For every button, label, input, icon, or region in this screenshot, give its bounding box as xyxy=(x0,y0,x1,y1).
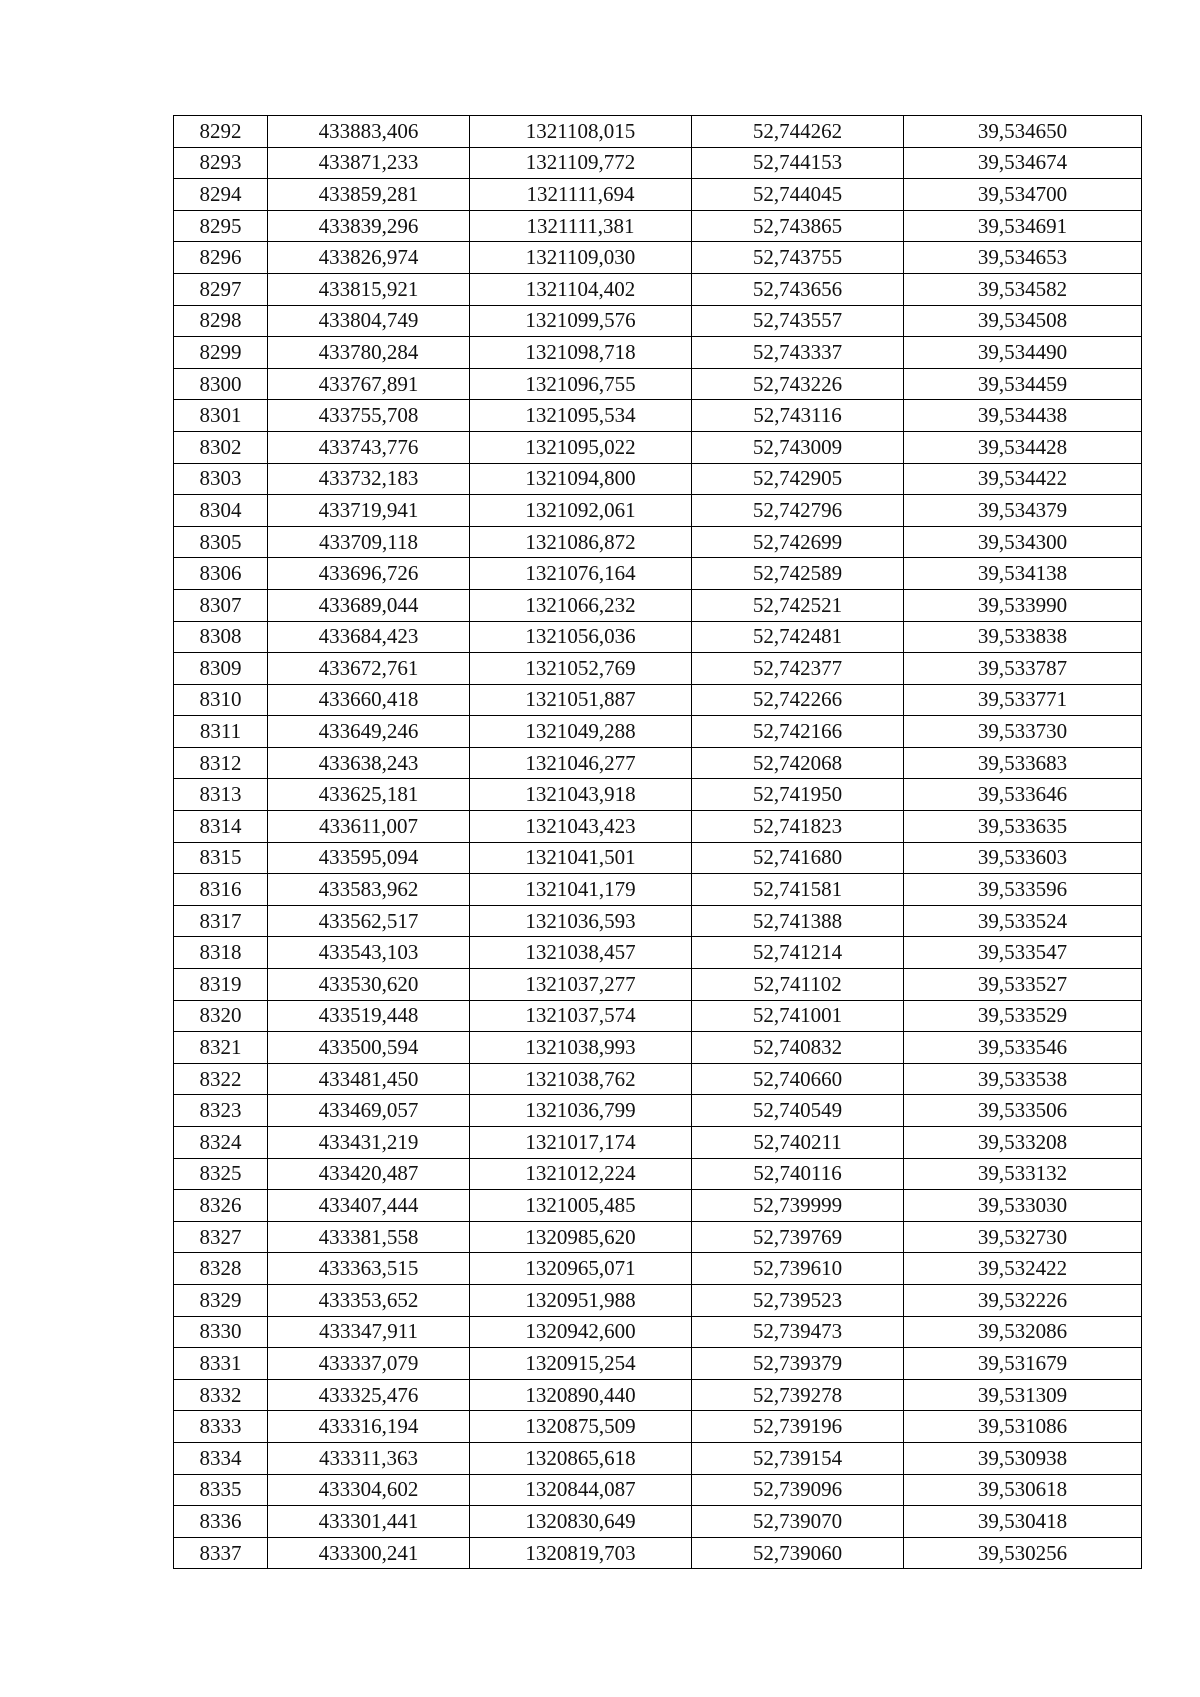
point-number-cell: 8320 xyxy=(174,1000,268,1032)
point-number-cell: 8333 xyxy=(174,1411,268,1443)
longitude-cell: 39,530256 xyxy=(904,1537,1142,1569)
point-number-cell: 8318 xyxy=(174,937,268,969)
longitude-cell: 39,533838 xyxy=(904,621,1142,653)
point-number-cell: 8298 xyxy=(174,305,268,337)
table-row xyxy=(174,747,1142,779)
point-number-cell: 8305 xyxy=(174,526,268,558)
point-number-cell: 8294 xyxy=(174,179,268,211)
longitude-cell: 39,534490 xyxy=(904,337,1142,369)
x-coordinate-cell: 433363,515 xyxy=(268,1253,470,1285)
y-coordinate-cell: 1320951,988 xyxy=(470,1284,692,1316)
x-coordinate-cell: 433301,441 xyxy=(268,1506,470,1538)
longitude-cell: 39,534422 xyxy=(904,463,1142,495)
x-coordinate-cell: 433595,094 xyxy=(268,842,470,874)
point-number-cell: 8292 xyxy=(174,116,268,148)
y-coordinate-cell: 1321037,574 xyxy=(470,1000,692,1032)
table-row xyxy=(174,779,1142,811)
x-coordinate-cell: 433684,423 xyxy=(268,621,470,653)
longitude-cell: 39,534508 xyxy=(904,305,1142,337)
table-row xyxy=(174,1284,1142,1316)
table-row xyxy=(174,1316,1142,1348)
point-number-cell: 8306 xyxy=(174,558,268,590)
x-coordinate-cell: 433530,620 xyxy=(268,969,470,1001)
longitude-cell: 39,534653 xyxy=(904,242,1142,274)
point-number-cell: 8323 xyxy=(174,1095,268,1127)
y-coordinate-cell: 1321109,030 xyxy=(470,242,692,274)
y-coordinate-cell: 1321041,501 xyxy=(470,842,692,874)
x-coordinate-cell: 433562,517 xyxy=(268,905,470,937)
longitude-cell: 39,531309 xyxy=(904,1379,1142,1411)
y-coordinate-cell: 1321066,232 xyxy=(470,589,692,621)
longitude-cell: 39,532422 xyxy=(904,1253,1142,1285)
y-coordinate-cell: 1321109,772 xyxy=(470,147,692,179)
latitude-cell: 52,740116 xyxy=(692,1158,904,1190)
table-row xyxy=(174,1506,1142,1538)
latitude-cell: 52,744262 xyxy=(692,116,904,148)
y-coordinate-cell: 1320819,703 xyxy=(470,1537,692,1569)
latitude-cell: 52,743009 xyxy=(692,431,904,463)
latitude-cell: 52,739610 xyxy=(692,1253,904,1285)
point-number-cell: 8321 xyxy=(174,1032,268,1064)
table-row xyxy=(174,305,1142,337)
x-coordinate-cell: 433353,652 xyxy=(268,1284,470,1316)
point-number-cell: 8315 xyxy=(174,842,268,874)
point-number-cell: 8313 xyxy=(174,779,268,811)
latitude-cell: 52,740211 xyxy=(692,1127,904,1159)
table-row xyxy=(174,969,1142,1001)
table-row xyxy=(174,1158,1142,1190)
point-number-cell: 8316 xyxy=(174,874,268,906)
table-row xyxy=(174,874,1142,906)
coordinates-table xyxy=(173,115,1142,1569)
latitude-cell: 52,742377 xyxy=(692,653,904,685)
point-number-cell: 8332 xyxy=(174,1379,268,1411)
longitude-cell: 39,534428 xyxy=(904,431,1142,463)
latitude-cell: 52,743755 xyxy=(692,242,904,274)
table-row xyxy=(174,179,1142,211)
y-coordinate-cell: 1321036,799 xyxy=(470,1095,692,1127)
longitude-cell: 39,532226 xyxy=(904,1284,1142,1316)
latitude-cell: 52,739473 xyxy=(692,1316,904,1348)
table-row xyxy=(174,242,1142,274)
y-coordinate-cell: 1321043,918 xyxy=(470,779,692,811)
latitude-cell: 52,742589 xyxy=(692,558,904,590)
longitude-cell: 39,533683 xyxy=(904,747,1142,779)
x-coordinate-cell: 433839,296 xyxy=(268,210,470,242)
y-coordinate-cell: 1321056,036 xyxy=(470,621,692,653)
longitude-cell: 39,533787 xyxy=(904,653,1142,685)
latitude-cell: 52,741102 xyxy=(692,969,904,1001)
x-coordinate-cell: 433304,602 xyxy=(268,1474,470,1506)
longitude-cell: 39,531086 xyxy=(904,1411,1142,1443)
x-coordinate-cell: 433469,057 xyxy=(268,1095,470,1127)
latitude-cell: 52,739769 xyxy=(692,1221,904,1253)
x-coordinate-cell: 433300,241 xyxy=(268,1537,470,1569)
latitude-cell: 52,739196 xyxy=(692,1411,904,1443)
latitude-cell: 52,741823 xyxy=(692,811,904,843)
longitude-cell: 39,534379 xyxy=(904,495,1142,527)
latitude-cell: 52,741581 xyxy=(692,874,904,906)
latitude-cell: 52,742796 xyxy=(692,495,904,527)
x-coordinate-cell: 433543,103 xyxy=(268,937,470,969)
longitude-cell: 39,533208 xyxy=(904,1127,1142,1159)
longitude-cell: 39,533596 xyxy=(904,874,1142,906)
y-coordinate-cell: 1321092,061 xyxy=(470,495,692,527)
y-coordinate-cell: 1320942,600 xyxy=(470,1316,692,1348)
latitude-cell: 52,743557 xyxy=(692,305,904,337)
longitude-cell: 39,533506 xyxy=(904,1095,1142,1127)
coordinates-table-body xyxy=(174,116,1142,1569)
x-coordinate-cell: 433316,194 xyxy=(268,1411,470,1443)
table-row xyxy=(174,116,1142,148)
point-number-cell: 8311 xyxy=(174,716,268,748)
longitude-cell: 39,533730 xyxy=(904,716,1142,748)
x-coordinate-cell: 433719,941 xyxy=(268,495,470,527)
longitude-cell: 39,530418 xyxy=(904,1506,1142,1538)
latitude-cell: 52,740549 xyxy=(692,1095,904,1127)
latitude-cell: 52,739999 xyxy=(692,1190,904,1222)
x-coordinate-cell: 433481,450 xyxy=(268,1063,470,1095)
latitude-cell: 52,743656 xyxy=(692,273,904,305)
latitude-cell: 52,740832 xyxy=(692,1032,904,1064)
latitude-cell: 52,739060 xyxy=(692,1537,904,1569)
latitude-cell: 52,739379 xyxy=(692,1348,904,1380)
x-coordinate-cell: 433660,418 xyxy=(268,684,470,716)
latitude-cell: 52,742699 xyxy=(692,526,904,558)
x-coordinate-cell: 433672,761 xyxy=(268,653,470,685)
y-coordinate-cell: 1320915,254 xyxy=(470,1348,692,1380)
table-row xyxy=(174,368,1142,400)
table-row xyxy=(174,1127,1142,1159)
x-coordinate-cell: 433311,363 xyxy=(268,1442,470,1474)
longitude-cell: 39,534582 xyxy=(904,273,1142,305)
y-coordinate-cell: 1321017,174 xyxy=(470,1127,692,1159)
latitude-cell: 52,741388 xyxy=(692,905,904,937)
longitude-cell: 39,534691 xyxy=(904,210,1142,242)
table-row xyxy=(174,147,1142,179)
table-row xyxy=(174,431,1142,463)
y-coordinate-cell: 1321076,164 xyxy=(470,558,692,590)
point-number-cell: 8301 xyxy=(174,400,268,432)
latitude-cell: 52,739523 xyxy=(692,1284,904,1316)
point-number-cell: 8328 xyxy=(174,1253,268,1285)
longitude-cell: 39,534700 xyxy=(904,179,1142,211)
y-coordinate-cell: 1321111,381 xyxy=(470,210,692,242)
table-row xyxy=(174,558,1142,590)
x-coordinate-cell: 433420,487 xyxy=(268,1158,470,1190)
longitude-cell: 39,531679 xyxy=(904,1348,1142,1380)
table-row xyxy=(174,1063,1142,1095)
table-row xyxy=(174,273,1142,305)
y-coordinate-cell: 1321038,993 xyxy=(470,1032,692,1064)
x-coordinate-cell: 433611,007 xyxy=(268,811,470,843)
y-coordinate-cell: 1321052,769 xyxy=(470,653,692,685)
point-number-cell: 8295 xyxy=(174,210,268,242)
latitude-cell: 52,741001 xyxy=(692,1000,904,1032)
point-number-cell: 8303 xyxy=(174,463,268,495)
x-coordinate-cell: 433649,246 xyxy=(268,716,470,748)
x-coordinate-cell: 433381,558 xyxy=(268,1221,470,1253)
point-number-cell: 8293 xyxy=(174,147,268,179)
latitude-cell: 52,742266 xyxy=(692,684,904,716)
y-coordinate-cell: 1321104,402 xyxy=(470,273,692,305)
x-coordinate-cell: 433625,181 xyxy=(268,779,470,811)
y-coordinate-cell: 1321041,179 xyxy=(470,874,692,906)
y-coordinate-cell: 1320965,071 xyxy=(470,1253,692,1285)
y-coordinate-cell: 1320830,649 xyxy=(470,1506,692,1538)
y-coordinate-cell: 1320890,440 xyxy=(470,1379,692,1411)
longitude-cell: 39,534674 xyxy=(904,147,1142,179)
table-row xyxy=(174,1474,1142,1506)
point-number-cell: 8307 xyxy=(174,589,268,621)
point-number-cell: 8325 xyxy=(174,1158,268,1190)
y-coordinate-cell: 1321038,457 xyxy=(470,937,692,969)
point-number-cell: 8302 xyxy=(174,431,268,463)
longitude-cell: 39,530618 xyxy=(904,1474,1142,1506)
latitude-cell: 52,743337 xyxy=(692,337,904,369)
longitude-cell: 39,533524 xyxy=(904,905,1142,937)
latitude-cell: 52,740660 xyxy=(692,1063,904,1095)
table-row xyxy=(174,1221,1142,1253)
y-coordinate-cell: 1321049,288 xyxy=(470,716,692,748)
x-coordinate-cell: 433804,749 xyxy=(268,305,470,337)
x-coordinate-cell: 433732,183 xyxy=(268,463,470,495)
x-coordinate-cell: 433431,219 xyxy=(268,1127,470,1159)
longitude-cell: 39,534459 xyxy=(904,368,1142,400)
table-row xyxy=(174,905,1142,937)
x-coordinate-cell: 433500,594 xyxy=(268,1032,470,1064)
longitude-cell: 39,533635 xyxy=(904,811,1142,843)
point-number-cell: 8309 xyxy=(174,653,268,685)
table-row xyxy=(174,1379,1142,1411)
y-coordinate-cell: 1321108,015 xyxy=(470,116,692,148)
x-coordinate-cell: 433755,708 xyxy=(268,400,470,432)
table-row xyxy=(174,1032,1142,1064)
table-row xyxy=(174,589,1142,621)
latitude-cell: 52,739070 xyxy=(692,1506,904,1538)
longitude-cell: 39,533990 xyxy=(904,589,1142,621)
latitude-cell: 52,743865 xyxy=(692,210,904,242)
x-coordinate-cell: 433743,776 xyxy=(268,431,470,463)
point-number-cell: 8312 xyxy=(174,747,268,779)
latitude-cell: 52,742521 xyxy=(692,589,904,621)
point-number-cell: 8327 xyxy=(174,1221,268,1253)
latitude-cell: 52,739278 xyxy=(692,1379,904,1411)
x-coordinate-cell: 433883,406 xyxy=(268,116,470,148)
y-coordinate-cell: 1321046,277 xyxy=(470,747,692,779)
y-coordinate-cell: 1320985,620 xyxy=(470,1221,692,1253)
table-row xyxy=(174,1411,1142,1443)
longitude-cell: 39,532730 xyxy=(904,1221,1142,1253)
y-coordinate-cell: 1320865,618 xyxy=(470,1442,692,1474)
x-coordinate-cell: 433859,281 xyxy=(268,179,470,211)
point-number-cell: 8331 xyxy=(174,1348,268,1380)
longitude-cell: 39,534300 xyxy=(904,526,1142,558)
longitude-cell: 39,533546 xyxy=(904,1032,1142,1064)
table-row xyxy=(174,1442,1142,1474)
x-coordinate-cell: 433826,974 xyxy=(268,242,470,274)
longitude-cell: 39,533527 xyxy=(904,969,1142,1001)
table-row xyxy=(174,1190,1142,1222)
y-coordinate-cell: 1321036,593 xyxy=(470,905,692,937)
table-row xyxy=(174,842,1142,874)
point-number-cell: 8324 xyxy=(174,1127,268,1159)
latitude-cell: 52,741214 xyxy=(692,937,904,969)
y-coordinate-cell: 1321005,485 xyxy=(470,1190,692,1222)
y-coordinate-cell: 1321098,718 xyxy=(470,337,692,369)
table-row xyxy=(174,210,1142,242)
latitude-cell: 52,741950 xyxy=(692,779,904,811)
point-number-cell: 8337 xyxy=(174,1537,268,1569)
y-coordinate-cell: 1321094,800 xyxy=(470,463,692,495)
longitude-cell: 39,534138 xyxy=(904,558,1142,590)
latitude-cell: 52,742068 xyxy=(692,747,904,779)
x-coordinate-cell: 433407,444 xyxy=(268,1190,470,1222)
y-coordinate-cell: 1321038,762 xyxy=(470,1063,692,1095)
point-number-cell: 8296 xyxy=(174,242,268,274)
longitude-cell: 39,533771 xyxy=(904,684,1142,716)
latitude-cell: 52,739154 xyxy=(692,1442,904,1474)
x-coordinate-cell: 433780,284 xyxy=(268,337,470,369)
longitude-cell: 39,533030 xyxy=(904,1190,1142,1222)
x-coordinate-cell: 433347,911 xyxy=(268,1316,470,1348)
longitude-cell: 39,533646 xyxy=(904,779,1142,811)
y-coordinate-cell: 1321051,887 xyxy=(470,684,692,716)
table-row xyxy=(174,684,1142,716)
table-row xyxy=(174,526,1142,558)
latitude-cell: 52,743116 xyxy=(692,400,904,432)
point-number-cell: 8319 xyxy=(174,969,268,1001)
longitude-cell: 39,534650 xyxy=(904,116,1142,148)
table-row xyxy=(174,495,1142,527)
table-row xyxy=(174,653,1142,685)
point-number-cell: 8335 xyxy=(174,1474,268,1506)
table-row xyxy=(174,811,1142,843)
longitude-cell: 39,533132 xyxy=(904,1158,1142,1190)
point-number-cell: 8322 xyxy=(174,1063,268,1095)
y-coordinate-cell: 1321043,423 xyxy=(470,811,692,843)
point-number-cell: 8297 xyxy=(174,273,268,305)
point-number-cell: 8330 xyxy=(174,1316,268,1348)
latitude-cell: 52,742166 xyxy=(692,716,904,748)
table-row xyxy=(174,716,1142,748)
y-coordinate-cell: 1321012,224 xyxy=(470,1158,692,1190)
latitude-cell: 52,743226 xyxy=(692,368,904,400)
point-number-cell: 8300 xyxy=(174,368,268,400)
y-coordinate-cell: 1321095,534 xyxy=(470,400,692,432)
longitude-cell: 39,532086 xyxy=(904,1316,1142,1348)
latitude-cell: 52,742905 xyxy=(692,463,904,495)
table-row xyxy=(174,1000,1142,1032)
point-number-cell: 8310 xyxy=(174,684,268,716)
x-coordinate-cell: 433767,891 xyxy=(268,368,470,400)
x-coordinate-cell: 433871,233 xyxy=(268,147,470,179)
y-coordinate-cell: 1321037,277 xyxy=(470,969,692,1001)
point-number-cell: 8334 xyxy=(174,1442,268,1474)
y-coordinate-cell: 1321096,755 xyxy=(470,368,692,400)
table-row xyxy=(174,1095,1142,1127)
x-coordinate-cell: 433815,921 xyxy=(268,273,470,305)
point-number-cell: 8299 xyxy=(174,337,268,369)
point-number-cell: 8326 xyxy=(174,1190,268,1222)
longitude-cell: 39,533547 xyxy=(904,937,1142,969)
latitude-cell: 52,744153 xyxy=(692,147,904,179)
point-number-cell: 8308 xyxy=(174,621,268,653)
point-number-cell: 8317 xyxy=(174,905,268,937)
y-coordinate-cell: 1320844,087 xyxy=(470,1474,692,1506)
x-coordinate-cell: 433689,044 xyxy=(268,589,470,621)
latitude-cell: 52,744045 xyxy=(692,179,904,211)
x-coordinate-cell: 433638,243 xyxy=(268,747,470,779)
longitude-cell: 39,533603 xyxy=(904,842,1142,874)
longitude-cell: 39,533529 xyxy=(904,1000,1142,1032)
point-number-cell: 8329 xyxy=(174,1284,268,1316)
y-coordinate-cell: 1321086,872 xyxy=(470,526,692,558)
x-coordinate-cell: 433709,118 xyxy=(268,526,470,558)
table-row xyxy=(174,463,1142,495)
x-coordinate-cell: 433696,726 xyxy=(268,558,470,590)
x-coordinate-cell: 433337,079 xyxy=(268,1348,470,1380)
latitude-cell: 52,741680 xyxy=(692,842,904,874)
table-row xyxy=(174,621,1142,653)
longitude-cell: 39,534438 xyxy=(904,400,1142,432)
x-coordinate-cell: 433325,476 xyxy=(268,1379,470,1411)
table-row xyxy=(174,937,1142,969)
point-number-cell: 8304 xyxy=(174,495,268,527)
table-row xyxy=(174,1348,1142,1380)
table-row xyxy=(174,1537,1142,1569)
latitude-cell: 52,739096 xyxy=(692,1474,904,1506)
y-coordinate-cell: 1321095,022 xyxy=(470,431,692,463)
longitude-cell: 39,533538 xyxy=(904,1063,1142,1095)
table-row xyxy=(174,1253,1142,1285)
x-coordinate-cell: 433519,448 xyxy=(268,1000,470,1032)
y-coordinate-cell: 1321099,576 xyxy=(470,305,692,337)
longitude-cell: 39,530938 xyxy=(904,1442,1142,1474)
y-coordinate-cell: 1321111,694 xyxy=(470,179,692,211)
x-coordinate-cell: 433583,962 xyxy=(268,874,470,906)
table-row xyxy=(174,400,1142,432)
point-number-cell: 8314 xyxy=(174,811,268,843)
table-row xyxy=(174,337,1142,369)
point-number-cell: 8336 xyxy=(174,1506,268,1538)
latitude-cell: 52,742481 xyxy=(692,621,904,653)
y-coordinate-cell: 1320875,509 xyxy=(470,1411,692,1443)
